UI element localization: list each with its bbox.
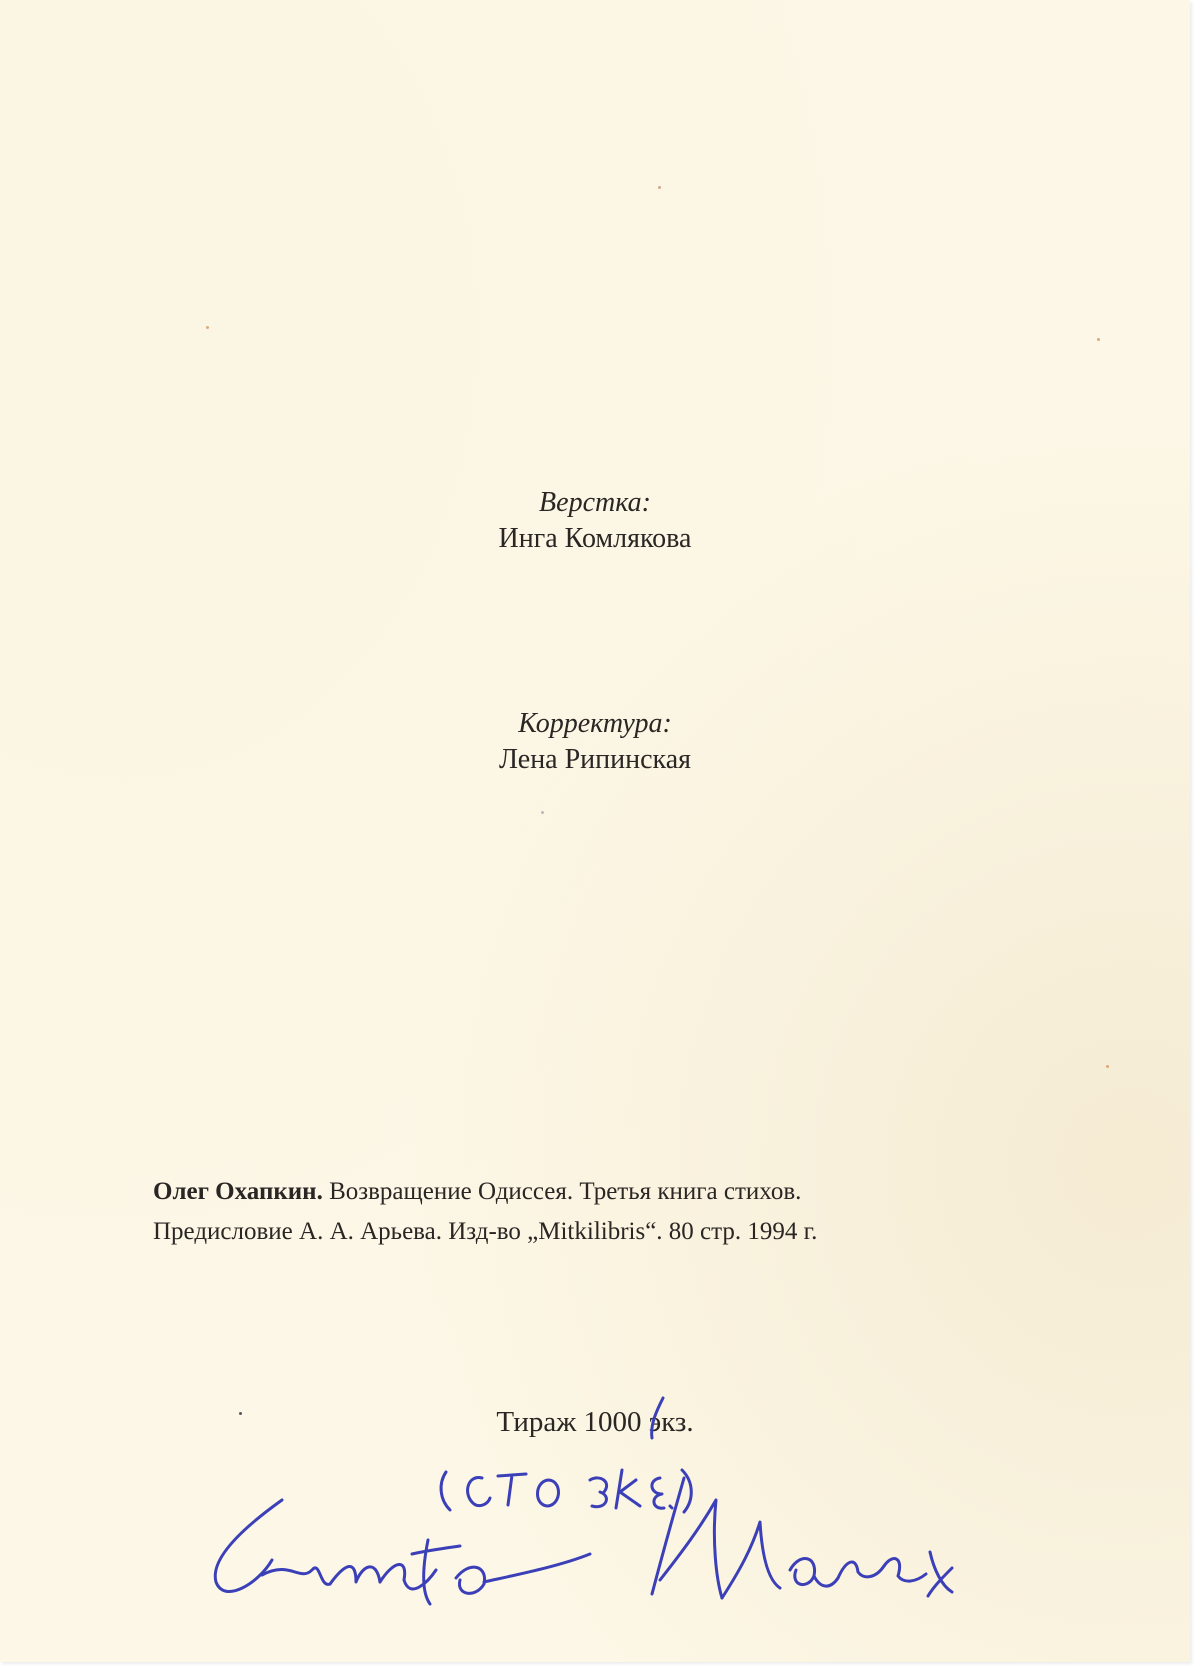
print-run: Тираж 1000 экз. [496, 1406, 694, 1438]
imprint-title: Возвращение Одиссея. Третья книга стихов. [322, 1178, 802, 1205]
imprint-line-2: Предисловие А. А. Арьева. Изд-во „Mitkilibris“. 80 стр. 1994 г. [153, 1218, 818, 1245]
layout-credit-name: Инга Комлякова [498, 523, 692, 554]
proofreading-credit-name: Лена Рипинская [498, 744, 692, 775]
correction-mark [652, 1398, 663, 1438]
handwritten-signature [215, 1478, 952, 1604]
layout-credit-role: Верстка: [539, 487, 651, 518]
imprint-author: Олег Охапкин. [153, 1178, 323, 1205]
proofreading-credit-role: Корректура: [518, 708, 672, 739]
handwritten-note [441, 1470, 691, 1512]
